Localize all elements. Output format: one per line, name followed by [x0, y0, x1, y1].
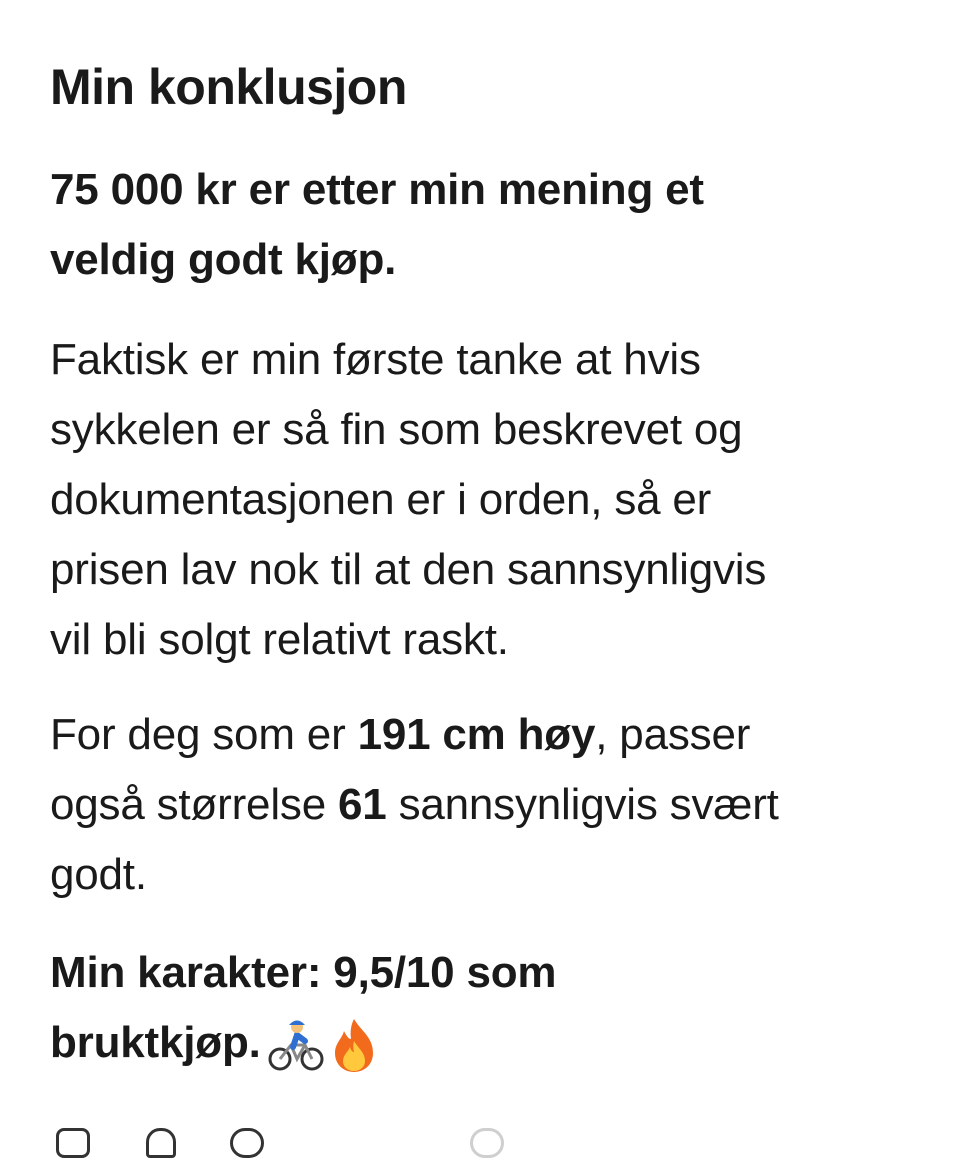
size-advice-paragraph — [50, 700, 779, 910]
size-advice-text: også størrelse — [50, 780, 338, 829]
reasoning-line-5: vil bli solgt relativt raskt. — [50, 615, 509, 664]
thumbs-up-icon[interactable] — [56, 1128, 90, 1158]
rating-line-2 — [50, 1008, 556, 1078]
like-icon[interactable] — [146, 1128, 176, 1158]
size-advice-line-1 — [50, 700, 779, 770]
fire-emoji-icon — [331, 1017, 377, 1073]
comment-icon[interactable] — [230, 1128, 264, 1158]
reasoning-line-3: dokumentasjonen er i orden, så er — [50, 475, 712, 524]
frame-size-value: 61 — [338, 780, 387, 829]
reasoning-line-2: sykkelen er så fin som beskrevet og — [50, 405, 743, 454]
reasoning-line-1: Faktisk er min første tanke at hvis — [50, 335, 701, 384]
rating-label: bruktkjøp. — [50, 1018, 261, 1067]
share-icon[interactable] — [470, 1128, 504, 1158]
reasoning-line-4: prisen lav nok til at den sannsynligvis — [50, 545, 767, 594]
size-advice-text: sannsynligvis svært — [386, 780, 779, 829]
rating-paragraph — [50, 938, 556, 1078]
rating-line-1: Min karakter: 9,5/10 som — [50, 948, 557, 997]
height-value: 191 cm høy — [357, 710, 596, 759]
size-advice-text: , passer — [595, 710, 751, 759]
size-advice-line-2 — [50, 770, 779, 840]
size-advice-line-3: godt. — [50, 850, 147, 899]
reasoning-paragraph — [50, 325, 766, 675]
section-heading: Min konklusjon — [50, 59, 407, 115]
verdict-line-1: 75 000 kr er etter min mening et — [50, 165, 704, 214]
verdict-line-2: veldig godt kjøp. — [50, 235, 397, 284]
verdict-paragraph — [50, 155, 704, 295]
size-advice-text: For deg som er — [50, 710, 358, 759]
post-action-bar — [0, 1120, 960, 1140]
cyclist-emoji-icon — [267, 1017, 325, 1073]
